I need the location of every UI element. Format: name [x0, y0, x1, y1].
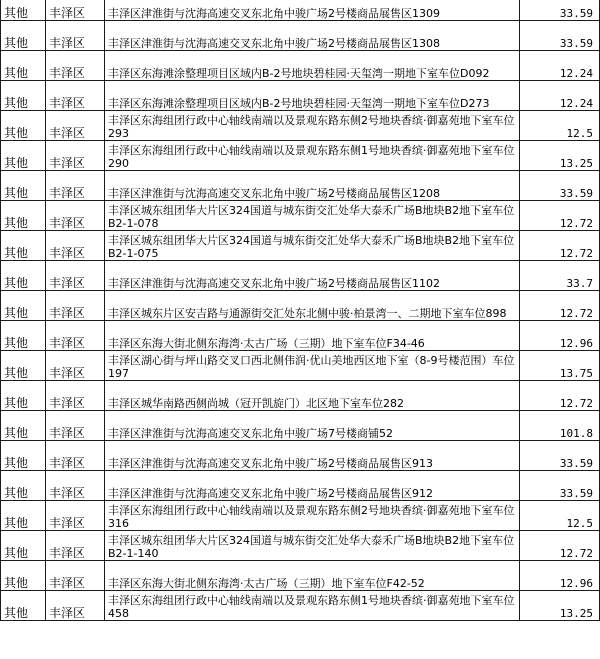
table-row [1, 261, 600, 291]
type-cell: 其他 [1, 531, 46, 561]
area-cell: 12.24 [520, 51, 600, 81]
type-cell: 其他 [1, 51, 46, 81]
location-cell: 丰泽区城东组团华大片区324国道与城东街交汇处华大泰禾广场B地块B2地下室车位B2-1-075 [105, 231, 520, 261]
table-row [1, 501, 600, 531]
location-cell: 丰泽区东海大街北侧东海湾·太古广场（三期）地下室车位F42-52 [105, 561, 520, 591]
table-row [1, 201, 600, 231]
type-cell: 其他 [1, 321, 46, 351]
location-cell: 丰泽区津淮街与沈海高速交叉东北角中骏广场2号楼商品展售区1208 [105, 171, 520, 201]
area-cell: 13.25 [520, 141, 600, 171]
area-cell: 101.8 [520, 411, 600, 441]
location-cell: 丰泽区津淮街与沈海高速交叉东北角中骏广场2号楼商品展售区1308 [105, 21, 520, 51]
location-cell: 丰泽区津淮街与沈海高速交叉东北角中骏广场2号楼商品展售区1309 [105, 0, 520, 21]
type-cell: 其他 [1, 471, 46, 501]
type-cell: 其他 [1, 591, 46, 621]
location-cell: 丰泽区东海滩涂整理项目区域内B-2号地块碧桂园·天玺湾一期地下室车位D092 [105, 51, 520, 81]
area-cell: 12.72 [520, 531, 600, 561]
type-cell: 其他 [1, 171, 46, 201]
type-cell: 其他 [1, 21, 46, 51]
district-cell: 丰泽区 [46, 201, 105, 231]
district-cell: 丰泽区 [46, 561, 105, 591]
area-cell: 33.7 [520, 261, 600, 291]
location-cell: 丰泽区东海组团行政中心轴线南端以及景观东路东侧2号地块香缤·御嘉苑地下室车位293 [105, 111, 520, 141]
area-cell: 12.5 [520, 111, 600, 141]
table-row [1, 81, 600, 111]
location-cell: 丰泽区津淮街与沈海高速交叉东北角中骏广场2号楼商品展售区913 [105, 441, 520, 471]
table-row [1, 231, 600, 261]
table-row [1, 471, 600, 501]
district-cell: 丰泽区 [46, 591, 105, 621]
table-body [1, 0, 600, 621]
area-cell: 33.59 [520, 441, 600, 471]
table-row [1, 381, 600, 411]
district-cell: 丰泽区 [46, 111, 105, 141]
location-cell: 丰泽区东海大街北侧东海湾·太古广场（三期）地下室车位F34-46 [105, 321, 520, 351]
table-row [1, 21, 600, 51]
area-cell: 33.59 [520, 171, 600, 201]
table-row [1, 531, 600, 561]
table-row [1, 111, 600, 141]
district-cell: 丰泽区 [46, 381, 105, 411]
type-cell: 其他 [1, 0, 46, 21]
location-cell: 丰泽区津淮街与沈海高速交叉东北角中骏广场2号楼商品展售区912 [105, 471, 520, 501]
location-cell: 丰泽区东海组团行政中心轴线南端以及景观东路东侧2号地块香缤·御嘉苑地下室车位316 [105, 501, 520, 531]
table-row [1, 291, 600, 321]
district-cell: 丰泽区 [46, 531, 105, 561]
district-cell: 丰泽区 [46, 411, 105, 441]
table-row [1, 411, 600, 441]
area-cell: 12.5 [520, 501, 600, 531]
district-cell: 丰泽区 [46, 261, 105, 291]
location-cell: 丰泽区东海滩涂整理项目区域内B-2号地块碧桂园·天玺湾一期地下室车位D273 [105, 81, 520, 111]
location-cell: 丰泽区东海组团行政中心轴线南端以及景观东路东侧1号地块香缤·御嘉苑地下室车位458 [105, 591, 520, 621]
district-cell: 丰泽区 [46, 501, 105, 531]
district-cell: 丰泽区 [46, 141, 105, 171]
area-cell: 12.72 [520, 201, 600, 231]
district-cell: 丰泽区 [46, 321, 105, 351]
table-row [1, 441, 600, 471]
area-cell: 12.72 [520, 231, 600, 261]
type-cell: 其他 [1, 381, 46, 411]
area-cell: 12.72 [520, 291, 600, 321]
area-cell: 33.59 [520, 471, 600, 501]
area-cell: 12.96 [520, 561, 600, 591]
district-cell: 丰泽区 [46, 51, 105, 81]
district-cell: 丰泽区 [46, 291, 105, 321]
table-row [1, 0, 600, 21]
area-cell: 13.75 [520, 351, 600, 381]
location-cell: 丰泽区湖心街与坪山路交叉口西北侧伟润·优山美地西区地下室（8-9号楼范围）车位197 [105, 351, 520, 381]
district-cell: 丰泽区 [46, 471, 105, 501]
table-row [1, 321, 600, 351]
area-cell: 12.24 [520, 81, 600, 111]
location-cell: 丰泽区城华南路西侧尚城（冠开凯旋门）北区地下室车位282 [105, 381, 520, 411]
district-cell: 丰泽区 [46, 81, 105, 111]
type-cell: 其他 [1, 141, 46, 171]
table-row [1, 51, 600, 81]
district-cell: 丰泽区 [46, 351, 105, 381]
type-cell: 其他 [1, 411, 46, 441]
table-row [1, 561, 600, 591]
area-cell: 13.25 [520, 591, 600, 621]
type-cell: 其他 [1, 561, 46, 591]
area-cell: 33.59 [520, 0, 600, 21]
district-cell: 丰泽区 [46, 441, 105, 471]
type-cell: 其他 [1, 291, 46, 321]
type-cell: 其他 [1, 441, 46, 471]
area-cell: 12.72 [520, 381, 600, 411]
table-row [1, 171, 600, 201]
table-row [1, 351, 600, 381]
location-cell: 丰泽区津淮街与沈海高速交叉东北角中骏广场2号楼商品展售区1102 [105, 261, 520, 291]
type-cell: 其他 [1, 351, 46, 381]
type-cell: 其他 [1, 261, 46, 291]
type-cell: 其他 [1, 501, 46, 531]
type-cell: 其他 [1, 81, 46, 111]
district-cell: 丰泽区 [46, 171, 105, 201]
location-cell: 丰泽区城东组团华大片区324国道与城东街交汇处华大泰禾广场B地块B2地下室车位B2-1-078 [105, 201, 520, 231]
type-cell: 其他 [1, 201, 46, 231]
location-cell: 丰泽区津淮街与沈海高速交叉东北角中骏广场7号楼商铺52 [105, 411, 520, 441]
location-cell: 丰泽区东海组团行政中心轴线南端以及景观东路东侧1号地块香缤·御嘉苑地下室车位290 [105, 141, 520, 171]
table-row [1, 591, 600, 621]
type-cell: 其他 [1, 231, 46, 261]
district-cell: 丰泽区 [46, 21, 105, 51]
type-cell: 其他 [1, 111, 46, 141]
district-cell: 丰泽区 [46, 0, 105, 21]
district-cell: 丰泽区 [46, 231, 105, 261]
table-row [1, 141, 600, 171]
location-cell: 丰泽区城东片区安吉路与通源街交汇处东北侧中骏·柏景湾一、二期地下室车位898 [105, 291, 520, 321]
area-cell: 12.96 [520, 321, 600, 351]
location-cell: 丰泽区城东组团华大片区324国道与城东街交汇处华大泰禾广场B地块B2地下室车位B2-1-140 [105, 531, 520, 561]
area-cell: 33.59 [520, 21, 600, 51]
